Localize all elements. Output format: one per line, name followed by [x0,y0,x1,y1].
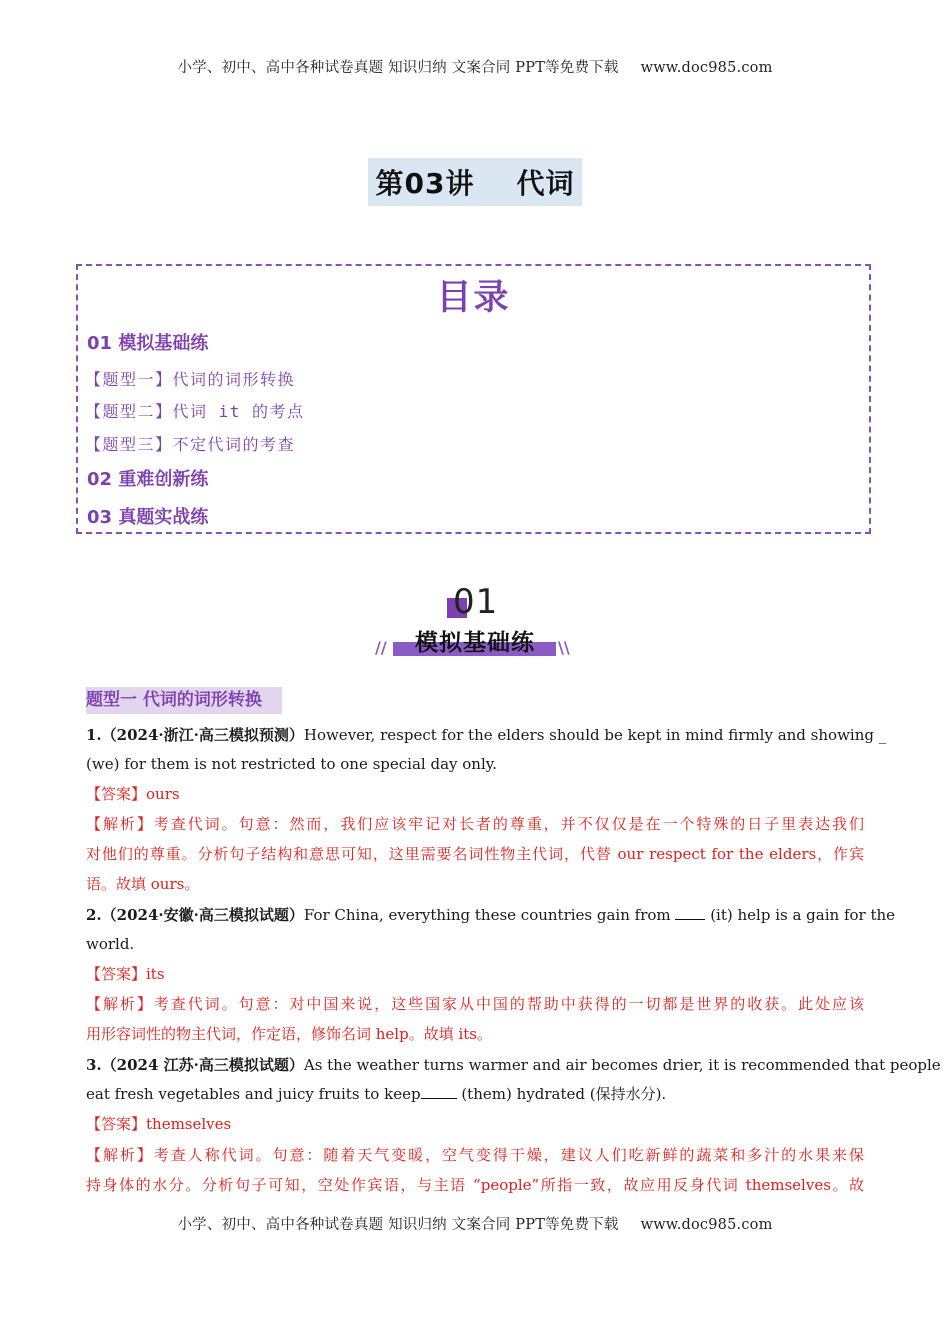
q2-text1b: (it) help is a gain for the [710,906,896,924]
q2-source: 2.（2024·安徽·高三模拟试题） [86,906,304,924]
q2-text1a: For China, everything these countries gain from [303,906,671,924]
q2-line1 [86,905,896,925]
q3-analysis-line2: 持身体的水分。分析句子可知，空处作宾语，与主语 “people”所指一致，故应用反身代词 themselves。故 [86,1176,864,1194]
toc-item-2[interactable]: 【题型二】代词 it 的考点 [85,402,305,421]
page-header [0,56,950,77]
question-type-heading: 题型一 代词的词形转换 [86,687,282,714]
toc-heading: 目录 [436,278,511,318]
page-footer [0,1213,950,1234]
q3-text2a: eat fresh vegetables and juicy fruits to keep [86,1085,421,1103]
q3-text2b: (them) hydrated (保持水分). [456,1085,667,1103]
q1-line2: (we) for them is not restricted to one special day only. [86,755,498,773]
q3-source: 3.（2024 江苏·高三模拟试题） [86,1056,304,1074]
toc-item-1[interactable]: 【题型一】代词的词形转换 [85,370,296,389]
q3-text1: As the weather turns warmer and air becomes drier, it is recommended that people [303,1056,941,1074]
q1-analysis-line3: 语。故填 ours。 [86,875,200,893]
q2-analysis-line2: 用形容词性的物主代词，作定语，修饰名词 help。故填 its。 [86,1025,492,1043]
q1-analysis-line2: 对他们的尊重。分析句子结构和意思可知，这里需要名词性物主代词，代替 our respect for the elders，作宾 [86,845,864,863]
q2-blank[interactable] [675,905,705,920]
badge-number: 01 [453,582,499,622]
toc-section-2[interactable]: 02 重难创新练 [87,469,209,490]
page-title [0,158,950,206]
q2-line2: world. [86,935,135,953]
q3-answer: 【答案】themselves [86,1115,232,1133]
section-badge [370,580,580,665]
table-of-contents [76,264,871,534]
toc-section-3[interactable]: 03 真题实战练 [87,507,209,528]
q3-line2 [86,1084,666,1104]
slash-left-icon: // [375,638,387,657]
q2-answer: 【答案】its [86,965,165,983]
toc-section-1[interactable]: 01 模拟基础练 [87,333,209,354]
toc-item-3[interactable]: 【题型三】不定代词的考查 [85,435,296,454]
q3-analysis-line1: 【解析】考查人称代词。句意：随着天气变暖，空气变得干燥，建议人们吃新鲜的蔬菜和多汁的水果来保 [86,1146,864,1164]
title-lecture: 第03讲 [372,160,479,204]
q1-text1: However, respect for the elders should be kept in mind firmly and showing _ [303,726,887,744]
q2-analysis-line1: 【解析】考查代词。句意：对中国来说，这些国家从中国的帮助中获得的一切都是世界的收获。此处应该 [86,995,864,1013]
q3-line1 [86,1055,941,1075]
header-text: 小学、初中、高中各种试卷真题 知识归纳 文案合同 PPT等免费下载 [177,60,619,76]
q1-analysis-line1: 【解析】考查代词。句意：然而，我们应该牢记对长者的尊重，并不仅仅是在一个特殊的日子里表达我们 [86,815,864,833]
slash-right-icon: \\ [558,638,570,657]
footer-text: 小学、初中、高中各种试卷真题 知识归纳 文案合同 PPT等免费下载 [177,1217,619,1233]
q1-answer: 【答案】ours [86,785,180,803]
title-topic: 代词 [512,160,578,204]
q1-source: 1.（2024·浙江·高三模拟预测） [86,726,304,744]
q3-blank[interactable] [421,1084,457,1099]
footer-url[interactable]: www.doc985.com [640,1217,773,1233]
q1-line1 [86,725,887,745]
badge-label: 模拟基础练 [415,630,535,656]
header-url[interactable]: www.doc985.com [640,60,773,76]
